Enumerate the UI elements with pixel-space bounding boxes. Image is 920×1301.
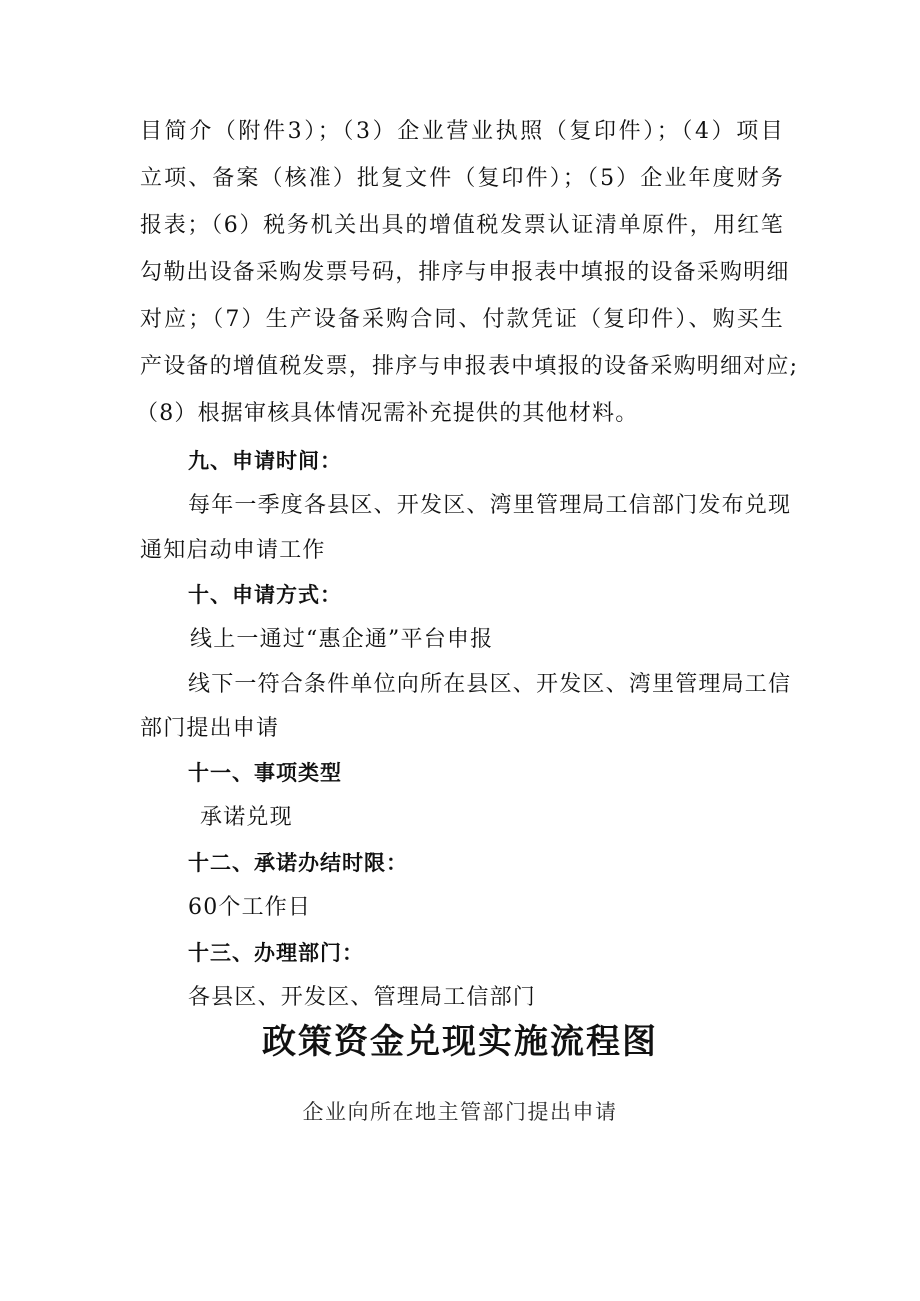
body-line-5: 对应；（7）生产设备采购合同、付款凭证（复印件）、购买生 — [140, 307, 784, 332]
section-13-heading: 十三、办理部门： — [188, 941, 364, 965]
section-13-body: 各县区、开发区、管理局工信部门 — [188, 985, 537, 1010]
body-line-4: 勾勒出设备采购发票号码，排序与申报表中填报的设备采购明细 — [140, 260, 790, 285]
body-line-2: 立项、备案（核准）批复文件（复印件）；（5）企业年度财务 — [140, 166, 784, 191]
section-10-heading: 十、申请方式： — [188, 583, 342, 607]
section-11-body: 承诺兑现 — [200, 805, 293, 830]
body-line-1: 目简介（附件3）；（3）企业营业执照（复印件）；（4）项目 — [140, 119, 784, 144]
body-line-6: 产设备的增值税发票，排序与申报表中填报的设备采购明细对应; — [140, 354, 799, 379]
section-10-offline-line-1: 线下一符合条件单位向所在县区、开发区、湾里管理局工信 — [188, 672, 792, 697]
body-line-7: （8）根据审核具体情况需补充提供的其他材料。 — [136, 401, 639, 426]
section-12-body: 60个工作日 — [188, 895, 312, 920]
body-line-3: 报表；（6）税务机关出具的增值税发票认证清单原件，用红笔 — [140, 213, 784, 238]
section-10-offline-line-2: 部门提出申请 — [140, 716, 280, 741]
section-11-heading: 十一、事项类型 — [188, 761, 342, 785]
section-9-heading: 九、申请时间： — [188, 449, 342, 473]
section-9-body-line-2: 通知启动申请工作 — [140, 538, 326, 563]
section-12-heading: 十二、承诺办结时限： — [188, 851, 408, 875]
flowchart-step-1: 企业向所在地主管部门提出申请 — [302, 1100, 618, 1124]
flowchart-title: 政策资金兑现实施流程图 — [262, 1022, 658, 1062]
section-10-online: 线上一通过“惠企通”平台申报 — [190, 627, 494, 652]
section-9-body-line-1: 每年一季度各县区、开发区、湾里管理局工信部门发布兑现 — [188, 493, 792, 518]
